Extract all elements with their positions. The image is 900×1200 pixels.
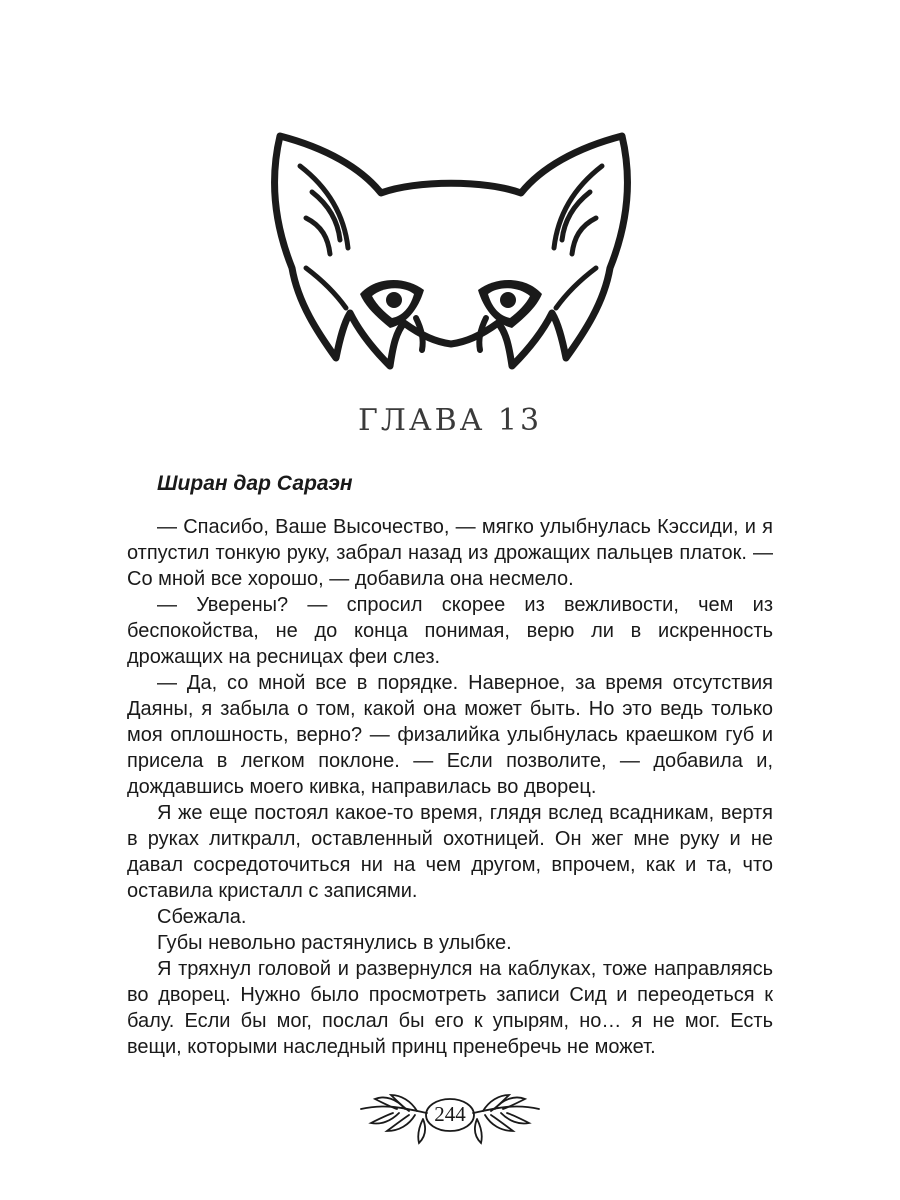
chapter-title: ГЛАВА 13 [357, 403, 543, 438]
paragraph: Я тряхнул головой и развернулся на каблуках, тоже направляясь во дворец. Нужно было просмотреть записи Сид и переодеться к балу. Если бы мог, послал бы его к упырям, но… я не мог. Есть вещи, которыми наследный принц пренебречь не может. [127, 958, 773, 1058]
page-footer [357, 1085, 543, 1147]
paragraph: Я же еще постоял какое-то время, глядя вслед всадникам, вертя в руках литкралл, оставленный охотницей. Он жег мне руку и не давал сосредоточиться ни на чем другом, впрочем, как и та, что оставила кристалл с записями. [127, 802, 773, 902]
paragraph: — Спасибо, Ваше Высочество, — мягко улыбнулась Кэссиди, и я отпустил тонкую руку, забрал назад из дрожащих пальцев платок. — Со мной все хорошо, — добавила она несмело. [127, 516, 773, 590]
narrator-heading: Ширан дар Сараэн [157, 472, 353, 495]
page-number: 244 [434, 1102, 466, 1126]
paragraph: Сбежала. [157, 906, 247, 928]
paragraph: — Уверены? — спросил скорее из вежливости, чем из беспокойства, не до конца понимая, верю ли в искренность дрожащих на ресницах феи слез. [127, 594, 773, 668]
paragraph: Губы невольно растянулись в улыбке. [157, 932, 512, 954]
paragraph: — Да, со мной все в порядке. Наверное, за время отсутствия Даяны, я забыла о том, какой она может быть. Но это ведь только моя оплошность, верно? — физалийка улыбнулась краешком губ и присела в легком поклоне. — Если позволите, — добавила и, дождавшись моего кивка, направилась во дворец. [127, 672, 773, 798]
wolf-head-emblem-icon [266, 118, 636, 396]
body-text [127, 514, 773, 1060]
